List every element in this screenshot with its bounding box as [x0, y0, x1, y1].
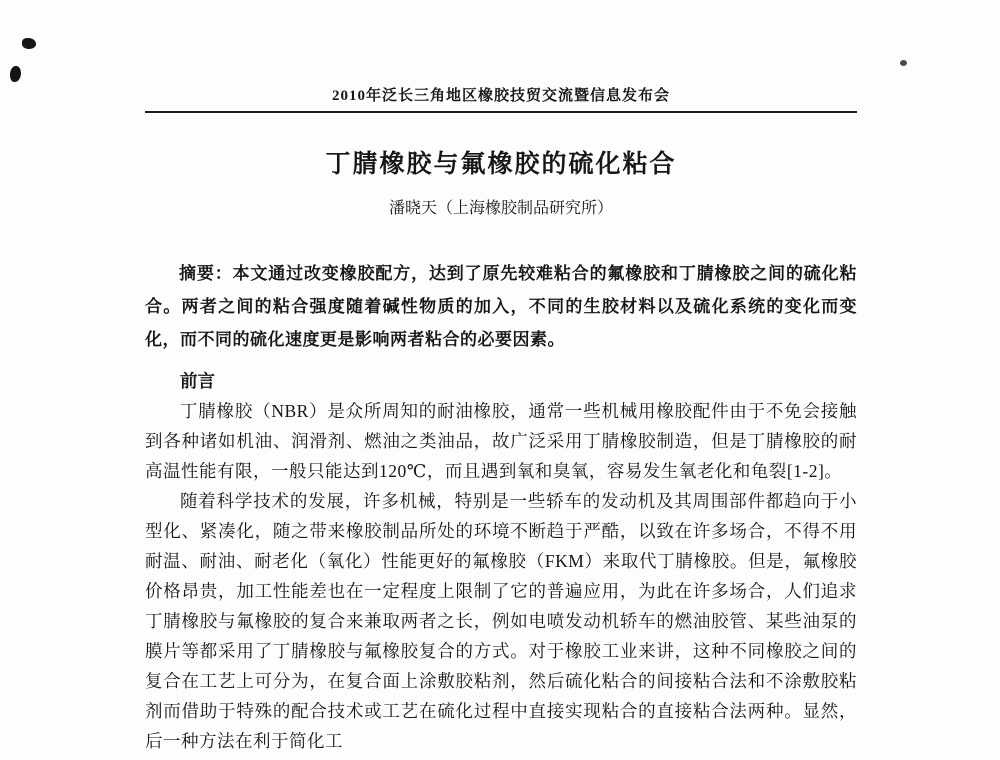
header-divider — [145, 111, 857, 113]
body-paragraph-2: 随着科学技术的发展，许多机械，特别是一些轿车的发动机及其周围部件都趋向于小型化、紧凑化，随之带来橡胶制品所处的环境不断趋于严酷，以致在许多场合，不得不用耐温、耐油、耐老化（氧化）性能更好的氟橡胶（FKM）来取代丁腈橡胶。但是，氟橡胶价格昂贵，加工性能差也在一定程度上限制了它的普遍应用，为此在许多场合，人们追求丁腈橡胶与氟橡胶的复合来兼取两者之长，例如电喷发动机轿车的燃油胶管、某些油泵的膜片等都采用了丁腈橡胶与氟橡胶复合的方式。对于橡胶工业来讲，这种不同橡胶之间的复合在工艺上可分为，在复合面上涂敷胶粘剂，然后硫化粘合的间接粘合法和不涂敷胶粘剂而借助于特殊的配合技术或工艺在硫化过程中直接实现粘合的直接粘合法两种。显然，后一种方法在利于简化工 — [145, 491, 857, 751]
body-paragraph-1: 丁腈橡胶（NBR）是众所周知的耐油橡胶，通常一些机械用橡胶配件由于不免会接触到各种诸如机油、润滑剂、燃油之类油品，故广泛采用丁腈橡胶制造，但是丁腈橡胶的耐高温性能有限，一般只能达到120℃，而且遇到氧和臭氧，容易发生氧老化和龟裂[1-2]。 — [145, 401, 857, 481]
scan-artifact-icon — [22, 38, 36, 49]
scan-artifact-icon — [900, 60, 907, 66]
author-affiliation: 潘晓天（上海橡胶制品研究所） — [388, 200, 613, 217]
paper-title: 丁腈橡胶与氟橡胶的硫化粘合 — [325, 151, 677, 178]
scan-artifact-icon — [10, 66, 21, 82]
conference-header: 2010年泛长三角地区橡胶技贸交流暨信息发布会 — [331, 88, 670, 104]
page-content — [145, 86, 857, 756]
section-heading-foreword: 前言 — [180, 371, 215, 391]
abstract-paragraph: 摘要：本文通过改变橡胶配方，达到了原先较难粘合的氟橡胶和丁腈橡胶之间的硫化粘合。两者之间的粘合强度随着碱性物质的加入，不同的生胶材料以及硫化系统的变化而变化，而不同的硫化速度更是影响两者粘合的必要因素。 — [145, 264, 857, 349]
